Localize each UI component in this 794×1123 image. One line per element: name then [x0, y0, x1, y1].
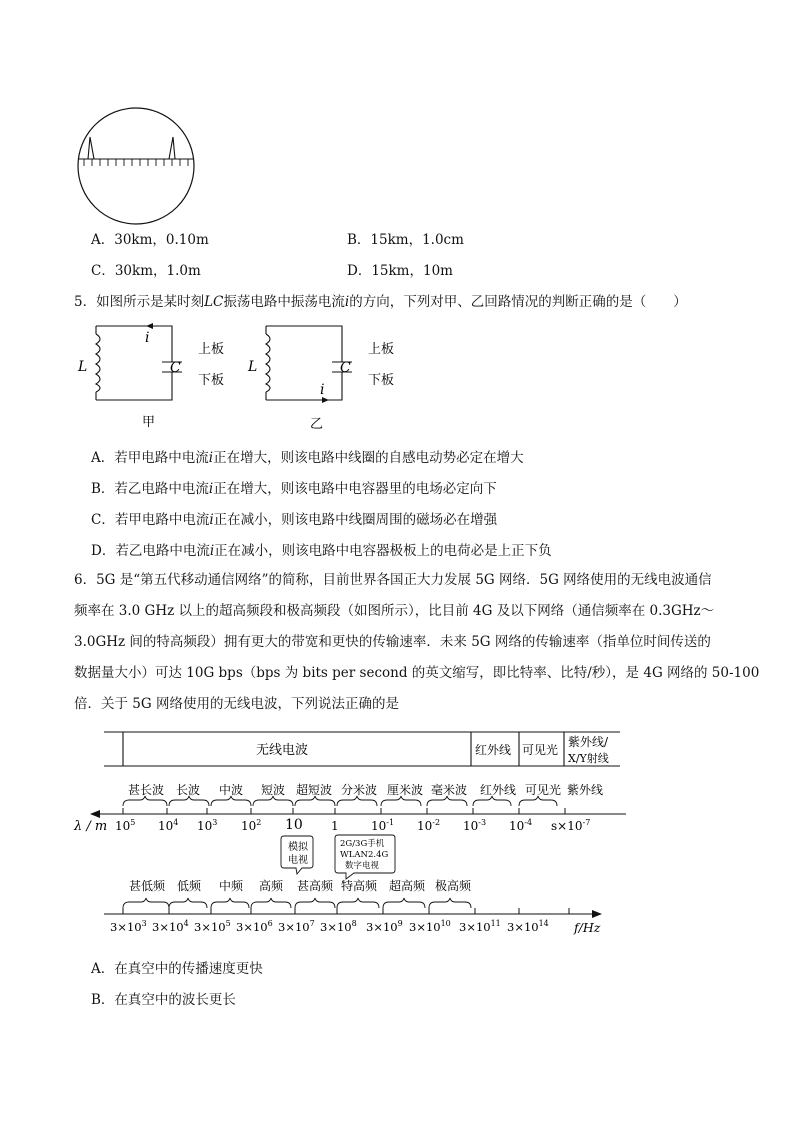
lambda-tick: 1 [331, 819, 339, 833]
lambda-tick: $10^{-3}$ [463, 818, 487, 833]
freq-band-label: 特高频 [341, 879, 378, 893]
lambda-tick: $10^3$ [197, 818, 218, 833]
option-text: 若甲电路中电流 [114, 512, 210, 528]
q5-option-b [91, 477, 497, 497]
jia-circuit-label: 甲 [142, 415, 156, 430]
band-xray: X/Y射线 [568, 752, 609, 765]
option-letter: A． [91, 961, 115, 977]
option-i: i [208, 481, 214, 497]
stem-i: i [344, 294, 350, 310]
stem-text: 的方向，下列对甲、乙回路情况的判断正确的是（ ） [349, 294, 687, 310]
jia-inductor-label: L [78, 359, 88, 375]
option-text: 在真空中的波长更长 [114, 992, 236, 1008]
option-text: 在真空中的传播速度更快 [114, 961, 263, 977]
wave-band-label: 可见光 [525, 783, 562, 797]
yi-capacitor-label: C [340, 360, 351, 376]
stem-lc: LC [204, 294, 224, 310]
option-letter: B． [91, 481, 115, 497]
lc-circuit-figure [74, 318, 414, 433]
option-text: 30km，1.0m [114, 263, 201, 279]
option-text: 正在减小，则该电路中电容器极板上的电荷必是上正下负 [214, 543, 552, 559]
option-letter: C． [91, 512, 115, 528]
freq-band-label: 甚高频 [297, 879, 334, 893]
wave-band-label: 厘米波 [387, 783, 424, 797]
lambda-tick: $10^5$ [115, 818, 136, 833]
yi-current-label: i [320, 382, 325, 398]
freq-band-label: 低频 [177, 879, 202, 893]
option-letter: A． [91, 232, 115, 248]
yi-lower-plate-label: 下板 [368, 373, 395, 388]
freq-tick: $3\times 10^{14}$ [507, 919, 549, 934]
freq-band-label: 甚低频 [129, 879, 166, 893]
lambda-tick: $10^4$ [158, 818, 179, 833]
lambda-tick: 10 [285, 817, 303, 833]
option-i: i [208, 450, 214, 466]
q5-option-a [91, 446, 524, 466]
option-letter: D． [91, 543, 116, 559]
q4-option-d [347, 259, 453, 279]
yi-upper-plate-label: 上板 [368, 342, 395, 357]
stem-text: 5．如图所示是某时刻 [74, 294, 205, 310]
frequency-axis-label: f/Hz [574, 920, 601, 935]
wave-band-label: 长波 [176, 783, 201, 797]
q6-stem [74, 565, 759, 720]
q6-option-a [91, 957, 263, 977]
freq-tick: $3\times 10^5$ [194, 919, 231, 934]
option-letter: B． [347, 232, 371, 248]
jia-current-label: i [145, 330, 150, 346]
freq-tick: $3\times 10^9$ [366, 919, 403, 934]
band-infrared: 红外线 [475, 743, 512, 757]
jia-capacitor-label: C [170, 360, 181, 376]
option-text: 15km，10m [371, 263, 453, 279]
freq-tick: $3\times 10^6$ [236, 919, 273, 934]
option-letter: A． [91, 450, 115, 466]
wave-band-label: 紫外线 [567, 783, 604, 797]
freq-band-label: 极高频 [435, 879, 472, 893]
band-radio-wave: 无线电波 [256, 743, 309, 758]
option-text: 若甲电路中电流 [114, 450, 209, 466]
option-text: 正在增大，则该电路中电容器里的电场必定向下 [213, 481, 497, 497]
yi-circuit-label: 乙 [310, 417, 324, 432]
option-letter: C． [91, 263, 115, 279]
stem-line: 数据量大小）可达 10G bps（bps 为 bits per second 的英文缩写，即比特率、比特/秒），是 4G 网络的 50-100 [74, 665, 760, 681]
freq-tick: $3\times 10^{10}$ [409, 919, 451, 934]
option-i: i [209, 543, 215, 559]
option-text: 15km，1.0cm [370, 232, 464, 248]
jia-lower-plate-label: 下板 [198, 373, 225, 388]
q4-option-b [347, 228, 464, 248]
option-letter: B． [91, 992, 115, 1008]
freq-tick: $3\times 10^4$ [152, 919, 189, 934]
q5-option-c [91, 508, 497, 528]
lambda-tick: $10^{-2}$ [417, 818, 441, 833]
jia-upper-plate-label: 上板 [198, 342, 225, 357]
wave-band-label: 分米波 [341, 783, 378, 797]
wave-band-label: 超短波 [296, 783, 333, 797]
svg-text:数字电视: 数字电视 [345, 861, 380, 871]
freq-band-label: 超高频 [389, 879, 426, 893]
q4-option-a [91, 228, 209, 248]
wave-band-label: 中波 [219, 783, 244, 797]
freq-tick: $3\times 10^{11}$ [459, 919, 501, 934]
stem-line: 6．5G 是“第五代移动通信网络”的简称，目前世界各国正大力发展 5G 网络．5G 网络使用的无线电波通信 [74, 572, 712, 588]
freq-tick: $3\times 10^7$ [278, 919, 315, 934]
wavelength-axis-label: λ / m [74, 819, 108, 834]
freq-tick: $3\times 10^3$ [110, 919, 147, 934]
stem-line: 3.0GHz 间的特高频段）拥有更大的带宽和更快的传输速率．未来 5G 网络的传输速率（指单位时间传送的 [74, 634, 711, 650]
lambda-tick: $10^{-1}$ [371, 818, 395, 833]
svg-text:电视: 电视 [288, 855, 308, 866]
option-text: 正在减小，则该电路中线圈周围的磁场必在增强 [213, 512, 498, 528]
q5-stem [74, 290, 687, 310]
q6-option-b [91, 988, 236, 1008]
wave-band-label: 甚长波 [128, 783, 165, 797]
svg-text:WLAN2.4G: WLAN2.4G [340, 850, 389, 860]
band-visible: 可见光 [522, 743, 559, 757]
callout-digital-mobile [335, 835, 395, 879]
band-uv: 紫外线/ [568, 735, 609, 749]
stem-line: 倍．关于 5G 网络使用的无线电波，下列说法正确的是 [74, 696, 399, 712]
option-i: i [209, 512, 214, 528]
option-text: 若乙电路中电流 [114, 481, 209, 497]
option-text: 若乙电路中电流 [115, 543, 210, 559]
lambda-tick: $10^{-4}$ [509, 818, 533, 833]
option-text: 正在增大，则该电路中线圈的自感电动势必定在增大 [213, 450, 524, 466]
wave-band-label: 毫米波 [431, 783, 468, 797]
em-spectrum-figure [70, 726, 630, 938]
yi-inductor-label: L [248, 359, 258, 375]
wave-band-label: 红外线 [480, 783, 517, 797]
option-letter: D． [347, 263, 372, 279]
wave-band-label: 短波 [261, 783, 286, 797]
option-text: 30km，0.10m [114, 232, 209, 248]
freq-tick: $3\times 10^8$ [320, 919, 357, 934]
lambda-tick: $10^2$ [241, 818, 262, 833]
lambda-tick: $s\times 10^{-7}$ [551, 818, 591, 833]
svg-text:模拟: 模拟 [288, 842, 308, 853]
callout-analog-tv [281, 836, 313, 874]
stem-line: 频率在 3.0 GHz 以上的超高频段和极高频段（如图所示），比目前 4G 及以下网络（通信频率在 0.3GHz～ [74, 603, 715, 619]
stem-text: 振荡电路中振荡电流 [223, 294, 345, 310]
freq-band-label: 高频 [259, 879, 284, 893]
q5-option-d [91, 539, 552, 559]
freq-band-label: 中频 [219, 879, 244, 893]
svg-text:2G/3G手机: 2G/3G手机 [340, 839, 385, 849]
q4-option-c [91, 259, 201, 279]
radar-screen-figure [74, 104, 198, 228]
